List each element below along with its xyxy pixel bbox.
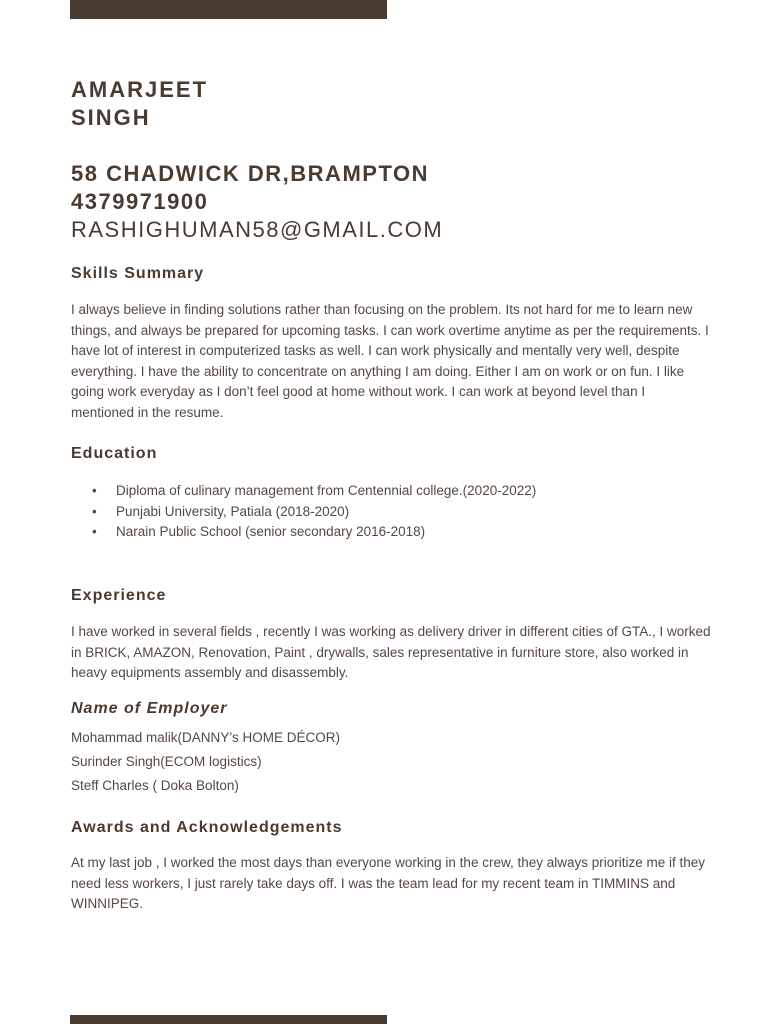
name-last: SINGH	[71, 105, 151, 130]
awards-text: At my last job , I worked the most days than everyone working in the crew, they always prioritize me if they need less workers, I just rarely take days off. I was the team lead for my recent team in TIMMINS and WINNIPEG.	[71, 855, 706, 912]
skills-summary-text: I always believe in finding solutions rather than focusing on the problem. Its not hard for me to learn new things, and always be prepared for upcoming tasks. I can work overtime anytime as per the requirements. I have lot of interest in computerized tasks as well. I can work physically and mentally very well, despite everything. I have the ability to concentrate on anything I am doing. Either I am on work or on fun. I like going work everyday as I don’t feel good at home without work. I can work at beyond level than I mentioned in the resume.	[71, 302, 709, 420]
contact-block	[71, 160, 429, 216]
phone: 4379971900	[71, 189, 209, 214]
employer-item: Steff Charles ( Doka Bolton)	[71, 778, 239, 793]
education-item: • Punjabi University, Patiala (2018-2020)	[116, 502, 536, 523]
employer-item: Surinder Singh(ECOM logistics)	[71, 754, 262, 769]
employer-heading: Name of Employer	[71, 700, 228, 717]
experience-text: I have worked in several fields , recently I was working as delivery driver in different cities of GTA., I worked in BRICK, AMAZON, Renovation, Paint , drywalls, sales representative in furniture store, also worked in heavy equipments assembly and disassembly.	[71, 624, 711, 681]
experience-heading: Experience	[71, 587, 167, 604]
awards-heading: Awards and Acknowledgements	[71, 819, 343, 836]
education-heading: Education	[71, 445, 158, 462]
education-list	[71, 481, 536, 543]
education-item: • Diploma of culinary management from Centennial college.(2020-2022)	[116, 481, 536, 502]
top-accent-bar	[70, 0, 387, 19]
education-item: • Narain Public School (senior secondary 2016-2018)	[116, 522, 536, 543]
employer-item: Mohammad malik(DANNY’s HOME DÉCOR)	[71, 730, 341, 745]
name-first: AMARJEET	[71, 77, 209, 102]
bottom-accent-bar	[70, 1015, 387, 1024]
email: RASHIGHUMAN58@GMAIL.COM	[71, 217, 444, 242]
address: 58 CHADWICK DR,BRAMPTON	[71, 161, 429, 186]
applicant-name	[71, 76, 208, 132]
skills-summary-heading: Skills Summary	[71, 265, 205, 282]
employer-list	[71, 726, 340, 798]
